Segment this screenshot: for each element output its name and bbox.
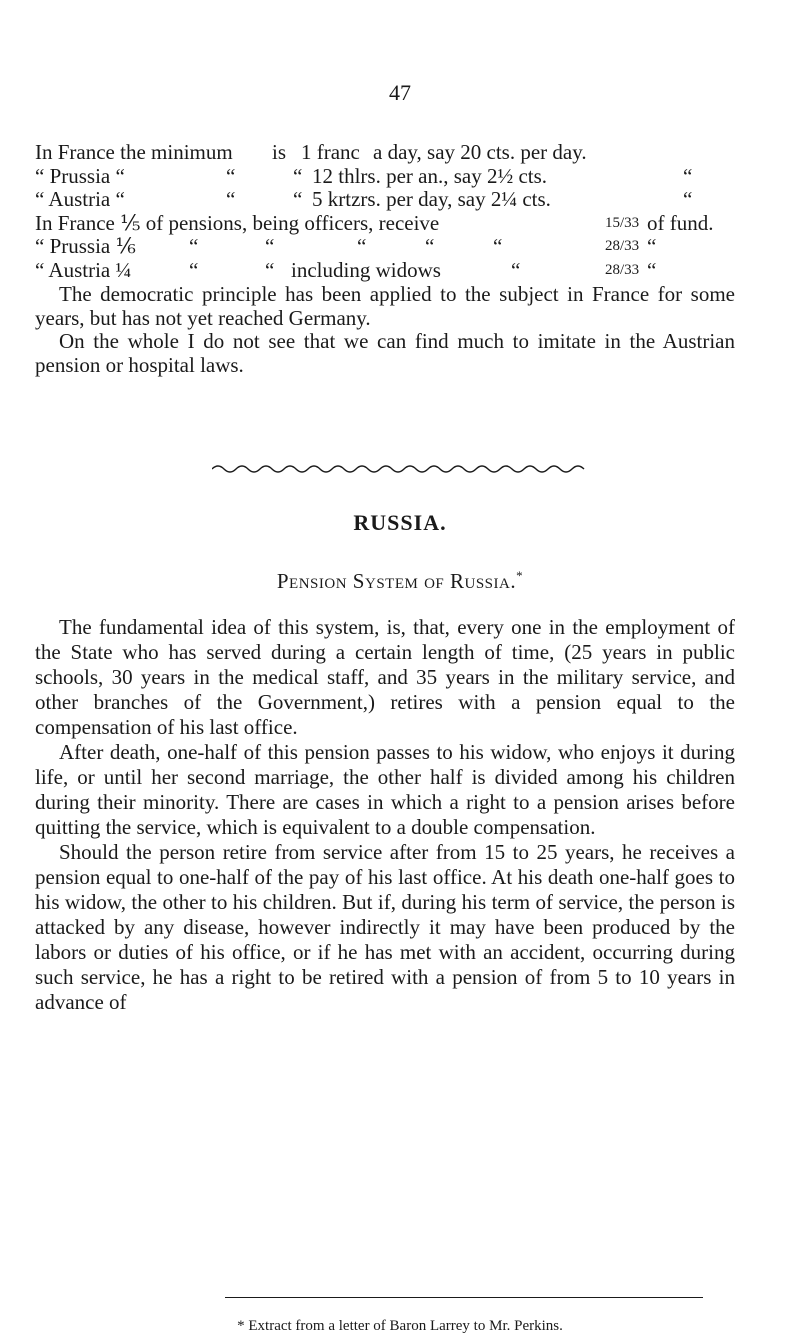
row-rest: a day, say 20 cts. per day. xyxy=(373,140,587,164)
row-ditto: “ xyxy=(265,234,275,258)
subtitle-text: Pension System of Russia. xyxy=(276,569,517,593)
row-fraction: 15/33 xyxy=(605,214,640,231)
page-number: 47 xyxy=(389,80,411,105)
table-row xyxy=(35,235,735,259)
row-ditto: “ xyxy=(226,187,236,211)
row-ditto: “ xyxy=(425,234,435,258)
section-title: RUSSIA. xyxy=(353,510,447,535)
row-ditto: “ xyxy=(683,163,693,188)
row-label: “ Prussia “ xyxy=(35,163,125,188)
footnote-rule xyxy=(225,1297,703,1298)
table-row xyxy=(35,212,735,236)
row-tail: “ xyxy=(647,257,657,282)
body-text xyxy=(35,615,735,1015)
row-ditto: “ xyxy=(189,234,199,258)
row-ditto: “ xyxy=(293,163,303,188)
row-ditto: “ xyxy=(265,257,275,282)
paragraph-austrian: On the whole I do not see that we can find much to imitate in the Austrian pension or hospital laws. xyxy=(35,329,735,377)
row-tail: “ xyxy=(647,234,657,258)
body-paragraph: The fundamental idea of this system, is, that, every one in the employment of the State who has served during a certain length of time, (25 years in public schools, 30 years in the medical staff, and 35 years in the military service, and other branches of the Government,) retires with a pension equal to the compensation of his last office. xyxy=(35,615,735,739)
row-fraction: 28/33 xyxy=(605,261,640,278)
row-ditto: “ xyxy=(293,187,303,211)
table-row xyxy=(35,188,735,212)
row-ditto: is xyxy=(272,140,287,164)
row-label: In France ⅕ of pensions, being officers, receive xyxy=(35,210,440,235)
row-label: “ Prussia ⅙ xyxy=(35,234,136,258)
table-row xyxy=(35,165,735,189)
footnote-marker: * xyxy=(516,568,524,583)
row-ditto: “ xyxy=(226,163,236,188)
comparison-table xyxy=(35,141,735,282)
row-tail: of fund. xyxy=(647,210,714,235)
row-rest: 12 thlrs. per an., say 2½ cts. xyxy=(312,163,548,188)
row-ditto: 1 franc xyxy=(301,140,360,164)
row-including: including widows xyxy=(291,257,441,282)
row-rest: 5 krtzrs. per day, say 2¼ cts. xyxy=(312,187,551,211)
row-label: In France the minimum xyxy=(35,140,233,164)
row-label: “ Austria “ xyxy=(35,187,125,211)
body-paragraph: After death, one-half of this pension passes to his widow, who enjoys it during life, or until her second marriage, the other half is divided among his children during their minority. There are cases in which a right to a pension arises before quitting the service, which is equivalent to a double compensation. xyxy=(35,740,735,839)
body-paragraph: Should the person retire from service after from 15 to 25 years, he receives a pension equal to one-half of the pay of his last office. At his death one-half goes to his widow, the other to his children. But if, during his term of service, the person is attacked by any disease, however indirectly it may have been produced by the labors or duties of his office, or if he has met with an accident, occurring during such service, he has a right to be retired with a pension of from 5 to 10 years in advance of xyxy=(35,840,735,1014)
table-row xyxy=(35,141,735,165)
row-ditto: “ xyxy=(189,257,199,282)
wavy-divider xyxy=(212,463,588,475)
row-fraction: 28/33 xyxy=(605,238,640,254)
row-ditto: “ xyxy=(511,257,521,282)
row-ditto: “ xyxy=(683,187,693,211)
footnote: * Extract from a letter of Baron Larrey to Mr. Perkins. xyxy=(237,1318,563,1334)
row-ditto: “ xyxy=(357,234,367,258)
section-subtitle xyxy=(0,568,800,594)
paragraph-democratic: The democratic principle has been applied to the subject in France for some years, but has not yet reached Germany. xyxy=(35,282,735,330)
table-row xyxy=(35,259,735,283)
row-label: “ Austria ¼ xyxy=(35,257,132,282)
row-ditto: “ xyxy=(493,234,503,258)
